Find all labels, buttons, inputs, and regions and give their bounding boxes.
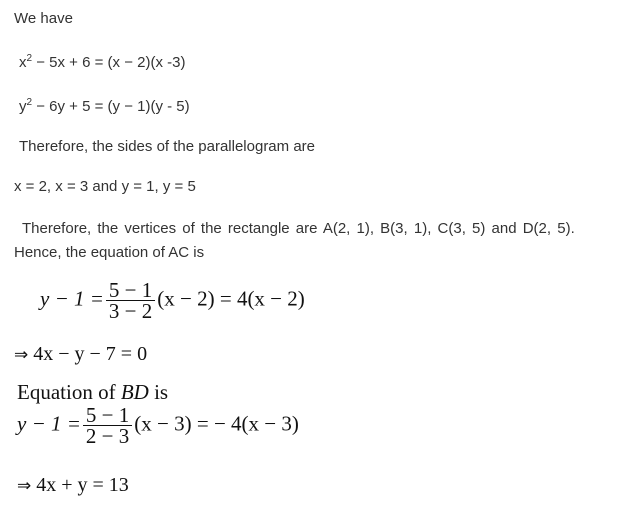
sides-intro-text: Therefore, the sides of the parallelogram are [19, 138, 315, 155]
bd-rhs: (x − 3) = − 4(x − 3) [134, 411, 299, 436]
eq1-variable: x [19, 54, 27, 71]
bd-fraction-denominator: 2 − 3 [85, 424, 130, 448]
eq2-variable: y [19, 98, 27, 115]
intro-text: We have [14, 10, 73, 27]
ac-equation [40, 280, 305, 321]
implies-arrow-icon: ⇒ [14, 345, 29, 365]
bd-fraction-numerator: 5 − 1 [85, 403, 130, 427]
bd-heading-prefix: Equation of [17, 380, 121, 404]
implies-arrow-icon: ⇒ [17, 476, 32, 496]
ac-fraction-denominator: 3 − 2 [108, 299, 153, 323]
vertices-text-line2: Hence, the equation of AC is [14, 244, 205, 261]
ac-lhs: y − 1 = [40, 286, 104, 311]
eq2-rest: − 6y + 5 = (y − 1)(y - 5) [32, 98, 190, 115]
vertices-text-line1: Therefore, the vertices of the rectangle are A(2, 1), B(3, 1), C(3, 5) and D(2, 5). [22, 220, 575, 237]
eq1-exponent: 2 [26, 53, 33, 64]
factor-equation-y [19, 98, 190, 116]
sides-values: x = 2, x = 3 and y = 1, y = 5 [14, 178, 196, 195]
bd-result-text: 4x + y = 13 [31, 474, 129, 496]
ac-rhs: (x − 2) = 4(x − 2) [157, 286, 305, 311]
bd-fraction [83, 405, 132, 446]
bd-heading-var: BD [120, 380, 149, 404]
bd-result [17, 474, 129, 497]
eq1-rest: − 5x + 6 = (x − 2)(x -3) [32, 54, 186, 71]
ac-fraction-numerator: 5 − 1 [108, 278, 153, 302]
bd-heading-suffix: is [148, 380, 169, 404]
eq2-exponent: 2 [26, 97, 33, 108]
bd-equation [17, 405, 299, 446]
factor-equation-x [19, 54, 185, 72]
ac-fraction [106, 280, 155, 321]
ac-result [14, 343, 147, 366]
bd-lhs: y − 1 = [17, 411, 81, 436]
bd-heading [17, 380, 168, 405]
ac-result-text: 4x − y − 7 = 0 [28, 343, 148, 365]
